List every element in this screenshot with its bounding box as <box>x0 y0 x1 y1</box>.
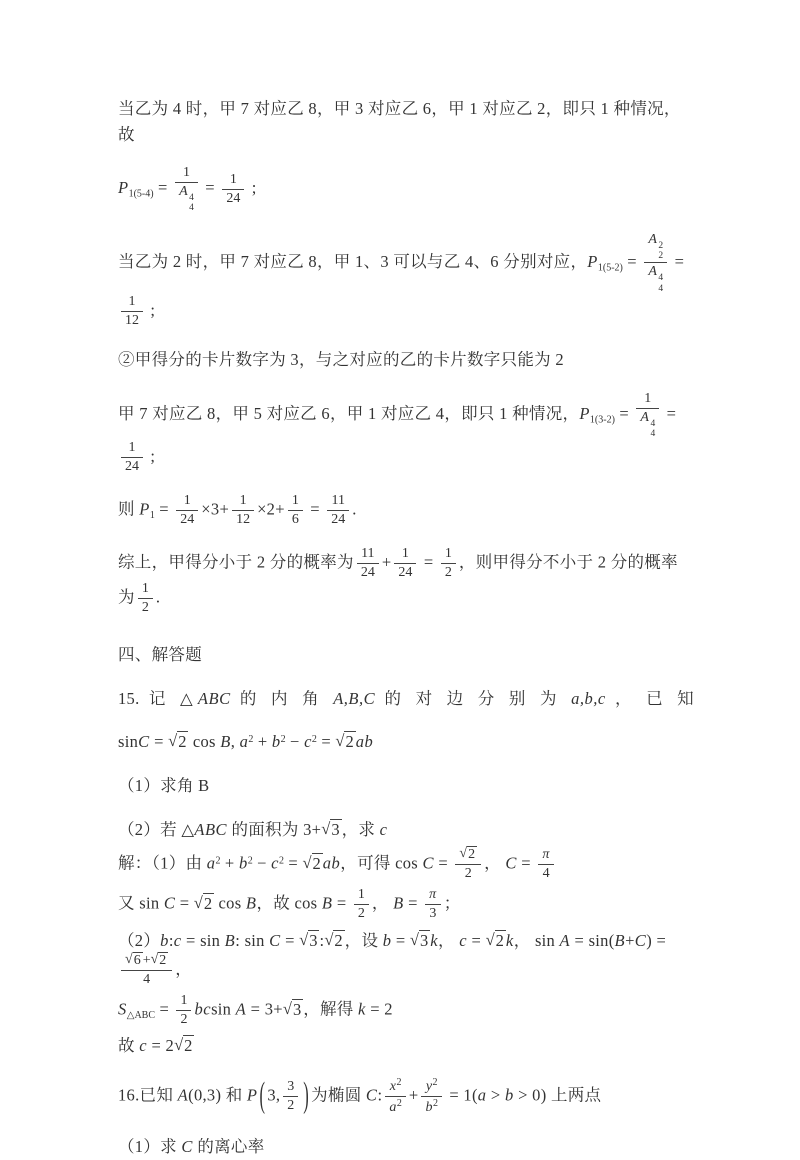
para-item-2: ②甲得分的卡片数字为 3，与之对应的乙的卡片数字只能为 2 <box>118 350 564 370</box>
problem-15-q1: （1）求角 B <box>118 776 210 795</box>
solution-15-step4: $S_{\triangle ABC}$ = $\frac{1}{2}$ bcsin A = 3+√3 ，解得 k = 2 <box>118 993 393 1028</box>
problem-16-intro: 16.已知 A(0,3) 和 P ( 3, $\frac{3}{2}$ ) 为椭圆 C: $\frac{x^2}{a^2}$ + $\frac{y^2}{b^2}$ = 1(a > b > 0) 上两点 <box>118 1074 602 1116</box>
para-bvalue-2-case: 当乙为 2 时，甲 7 对应乙 8，甲 1、3 可以与乙 4、6 分别对应，$P_{1(5-2)}$ = A 2 2 A 4 4 = $\frac{1}{12}$ ; <box>118 231 685 329</box>
problem-15-given: sinC = √2 cos B, $a^2 + b^2 - c^2 = √2$ ab <box>118 731 374 752</box>
formula-p1-total: 则 $P_1$ = $\frac{1}{24}$ ×3+ $\frac{1}{12}$ ×2+ $\frac{1}{6}$ = $\frac{11}{24}$ . <box>118 492 357 527</box>
problem-16-q1: （1）求 C 的离心率 <box>118 1137 265 1157</box>
para-bvalue-4-case: 当乙为 4 时，甲 7 对应乙 8，甲 3 对应乙 6，甲 1 对应乙 2，即只 1 种情况，故 <box>118 99 681 144</box>
document-body <box>118 96 694 1160</box>
solution-15-result: 故 c = 2√2 <box>118 1035 193 1056</box>
section-header-4: 四、解答题 <box>118 645 202 665</box>
para-conclusion: 综上，甲得分小于 2 分的概率为 $\frac{11}{24}$ + $\frac{1}{24}$ = $\frac{1}{2}$ ，则甲得分不小于 2 分的概率为 $\frac{1}{2}$ . <box>118 545 678 616</box>
problem-15-intro: 15. 记 △ABC 的 内 角 A,B,C 的 对 边 分 别 为 a,b,c ， 已 知 <box>118 688 694 708</box>
solution-15-step2: 又 sin C = √2 cos B，故 cos B = $\frac{1}{2}$ ， B = $\frac{\pi}{3}$ ； <box>118 887 461 922</box>
problem-15-q2: （2）若 △ABC 的面积为 3+√3 ，求 c <box>118 818 388 839</box>
solution-15-step1: 解：（1）由 $a^2 + b^2 - c^2 = √2$ ab，可得 cos C = $\frac{√2}{2}$ ， C = $\frac{\pi}{4}$ <box>118 847 694 882</box>
formula-p-1-5-4: $P_{1(5-4)}$ = 1 A 4 4 = $\frac{1}{24}$ ; <box>118 165 257 214</box>
para-3-2-case: 甲 7 对应乙 8，甲 5 对应乙 6，甲 1 对应乙 4，即只 1 种情况，$P_{1(3-2)}$ = 1 A 4 4 = $\frac{1}{24}$ ; <box>118 390 677 474</box>
solution-15-step3: （2）b:c = sin B: sin C = √3 :√2 ，设 b = √3 k， c = √2 k， sin A = sin(B+C) = $\frac{√6 +√2}{4}$ ， <box>118 929 667 988</box>
